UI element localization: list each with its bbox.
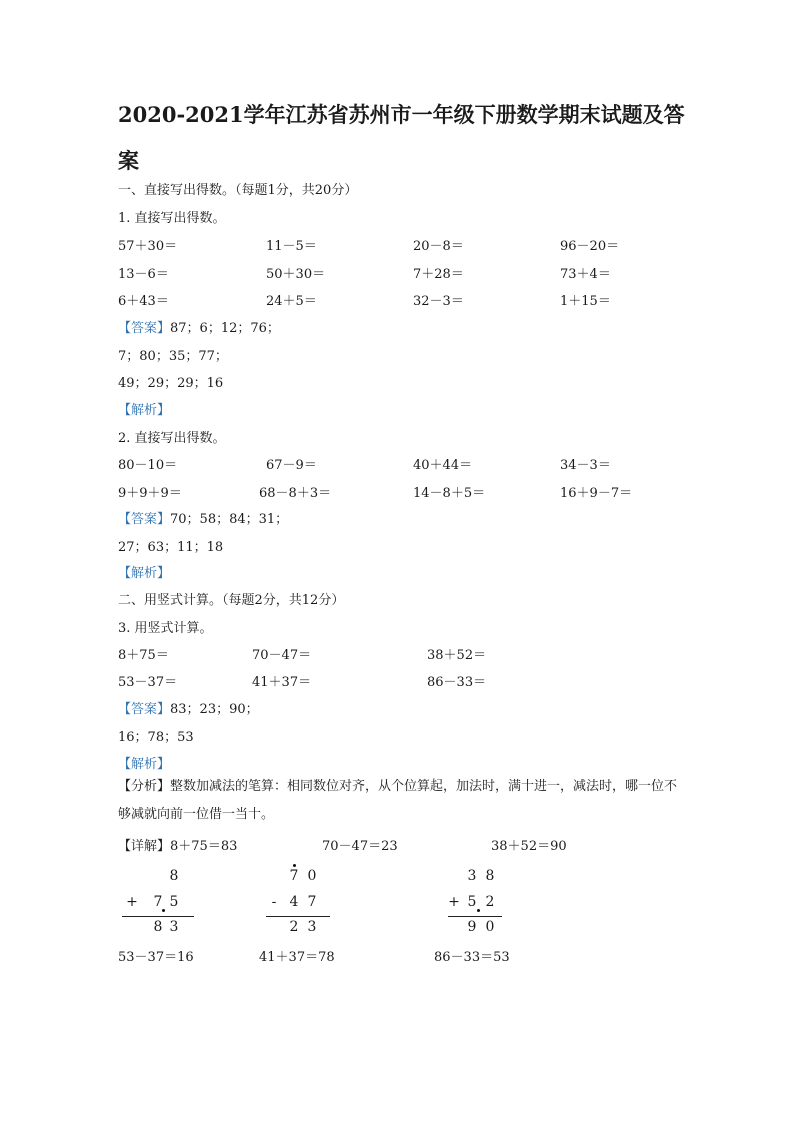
detail-item: 70－47＝23 (322, 839, 398, 854)
q2-item: 9＋9＋9＝ (118, 486, 182, 501)
fenxi-paragraph (118, 773, 678, 829)
vertical-calc-2: 7 0 - 4 7 2 3 (260, 864, 340, 944)
q3-item: 70－47＝ (252, 648, 312, 663)
q1-item: 1＋15＝ (560, 294, 611, 309)
answer-text: 49；29；29；16 (118, 376, 224, 391)
detail-tag: 【详解】 (118, 839, 171, 854)
borrow-dot (293, 864, 296, 867)
result-item: 53－37＝16 (118, 950, 194, 965)
detail-item: 【详解】8＋75＝83 (118, 839, 238, 854)
answer-text: 87；6；12；76； (170, 321, 280, 336)
q1-item: 32－3＝ (413, 294, 464, 309)
q2-item: 67－9＝ (266, 458, 317, 473)
detail-item: 38＋52＝90 (491, 839, 567, 854)
q1-item: 57＋30＝ (118, 239, 178, 254)
q2-label: 2. 直接写出得数。 (118, 431, 226, 446)
op-sign: + (126, 894, 138, 910)
answer-text: 70；58；84；31； (170, 512, 289, 527)
analysis-tag: 【解析】 (118, 403, 171, 418)
q2-item: 40＋44＝ (413, 458, 473, 473)
answer-text: 83；23；90； (170, 702, 259, 717)
q2-item: 68－8＋3＝ (259, 486, 332, 501)
q1-item: 24＋5＝ (266, 294, 317, 309)
op-sign: - (271, 894, 277, 910)
q3-item: 41＋37＝ (252, 675, 312, 690)
q3-item: 8＋75＝ (118, 648, 169, 663)
vertical-calc-3: 3 8 + 5 2 9 0 (444, 864, 524, 944)
q1-label: 1. 直接写出得数。 (118, 211, 226, 226)
q1-item: 20－8＝ (413, 239, 464, 254)
q2-item: 14－8＋5＝ (413, 486, 486, 501)
divider (266, 916, 330, 917)
q1-item: 50＋30＝ (266, 267, 326, 282)
answer-tag: 【答案】 (118, 512, 171, 527)
q3-item: 38＋52＝ (427, 648, 487, 663)
fenxi-text: 整数加减法的笔算：相同数位对齐，从个位算起，加法时，满十进一，减法时，哪一位不够减就向前一位借一当十。 (118, 779, 678, 822)
vertical-calc-1: 8 + 7 5 8 3 (118, 864, 198, 944)
q1-item: 96－20＝ (560, 239, 620, 254)
q2-item: 80－10＝ (118, 458, 178, 473)
q1-item: 13－6＝ (118, 267, 169, 282)
q1-item: 73＋4＝ (560, 267, 611, 282)
q2-item: 16＋9－7＝ (560, 486, 633, 501)
q3-item: 86－33＝ (427, 675, 487, 690)
answer-text: 7；80；35；77； (118, 349, 228, 364)
fenxi-tag: 【分析】 (118, 779, 171, 794)
divider (122, 916, 194, 917)
q3-answer (118, 698, 259, 717)
divider (448, 916, 502, 917)
q3-item: 53－37＝ (118, 675, 178, 690)
q2-item: 34－3＝ (560, 458, 611, 473)
analysis-tag: 【解析】 (118, 757, 171, 772)
answer-text: 27；63；11；18 (118, 540, 224, 555)
section2-heading: 二、用竖式计算。（每题2分，共12分） (118, 593, 345, 608)
answer-text: 16；78；53 (118, 730, 194, 745)
document-title: 2020-2021学年江苏省苏州市一年级下册数学期末试题及答案 (118, 102, 685, 173)
answer-tag: 【答案】 (118, 321, 171, 336)
result-item: 41＋37＝78 (259, 950, 335, 965)
q3-label: 3. 用竖式计算。 (118, 621, 213, 636)
q1-item: 6＋43＝ (118, 294, 169, 309)
q1-item: 7＋28＝ (413, 267, 464, 282)
result-item: 86－33＝53 (434, 950, 510, 965)
answer-tag: 【答案】 (118, 702, 171, 717)
q1-answer (118, 317, 280, 336)
analysis-tag: 【解析】 (118, 566, 171, 581)
q2-answer (118, 508, 288, 527)
q1-item: 11－5＝ (266, 239, 317, 254)
section1-heading: 一、直接写出得数。（每题1分，共20分） (118, 183, 358, 198)
op-sign: + (448, 894, 460, 910)
